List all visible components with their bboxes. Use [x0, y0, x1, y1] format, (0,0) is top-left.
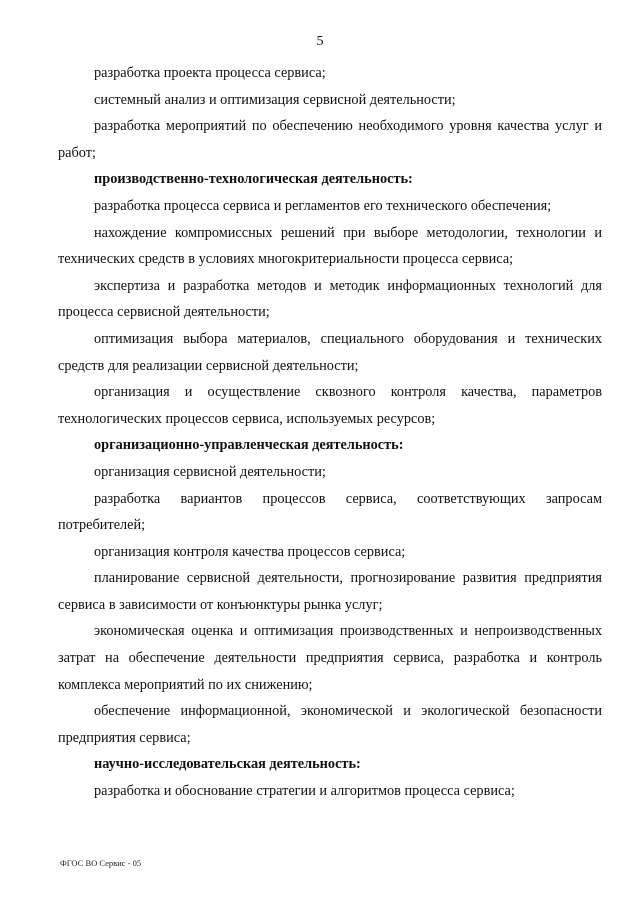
paragraph: системный анализ и оптимизация сервисной деятельности; — [94, 91, 456, 108]
paragraph: организация сервисной деятельности; — [94, 463, 326, 480]
paragraph: нахождение компромиссных решений при выборе методологии, технологии и технических средств в условиях многокритериальности процесса сервиса; — [58, 224, 602, 268]
section-heading: производственно-технологическая деятельность: — [94, 171, 413, 188]
paragraph: разработка проекта процесса сервиса; — [94, 65, 326, 81]
paragraph: экспертиза и разработка методов и методик информационных технологий для процесса сервисной деятельности; — [58, 277, 602, 321]
footer-label: ФГОС ВО Сервис - 05 — [60, 858, 142, 868]
section-heading: организационно-управленческая деятельность: — [94, 437, 404, 454]
paragraph: разработка мероприятий по обеспечению необходимого уровня качества услуг и работ; — [58, 118, 602, 161]
paragraph: экономическая оценка и оптимизация производственных и непроизводственных затрат на обеспечение деятельности предприятия сервиса, разработка и контроль комплекса мероприятий по их снижению; — [58, 623, 602, 693]
paragraph: разработка процесса сервиса и регламентов его технического обеспечения; — [94, 197, 552, 214]
paragraph: организация контроля качества процессов сервиса; — [94, 543, 406, 560]
page-number: 5 — [316, 34, 324, 49]
document-body — [58, 60, 602, 805]
paragraph: разработка вариантов процессов сервиса, соответствующих запросам потребителей; — [58, 490, 602, 534]
paragraph: планирование сервисной деятельности, прогнозирование развития предприятия сервиса в зависимости от конъюнктуры рынка услуг; — [58, 570, 602, 613]
paragraph: оптимизация выбора материалов, специального оборудования и технических средств для реализации сервисной деятельности; — [58, 330, 602, 374]
paragraph: разработка и обоснование стратегии и алгоритмов процесса сервиса; — [94, 783, 515, 800]
section-heading: научно-исследовательская деятельность: — [94, 756, 361, 773]
paragraph: организация и осуществление сквозного контроля качества, параметров технологических процессов сервиса, используемых ресурсов; — [58, 384, 602, 427]
paragraph: обеспечение информационной, экономической и экологической безопасности предприятия сервиса; — [58, 703, 602, 746]
